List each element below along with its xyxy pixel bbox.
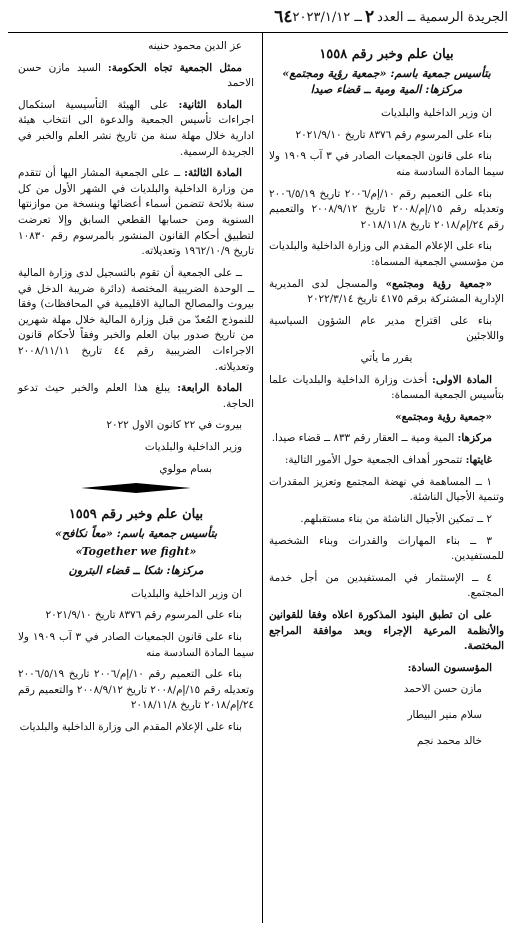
paragraph: بناء على قانون الجمعيات الصادر في ٣ آب ١٩٠٩ ولا سيما المادة السادسة منه (269, 150, 504, 178)
article-3: المادة الثالثة: ــ على الجمعية المشار اليها أن تتقدم من وزارة الداخلية والبلديات في الشهر الأول من كل سنة بلائحة تتضمن أسماء أعضائها وبنسخة من موازنتها السنوية ومن حسابها القطعي السابق وإلا تعرضت لتطبيق أحكام القانون المنشور بالمرسوم رقم ١٠٨٣٠ تاريخ ١٩٦٢/١٠/٩ وتعديلاته. (18, 167, 254, 258)
decides-heading: يقرر ما يأتي (360, 352, 413, 365)
article-3b: ــ على الجمعية أن تقوم بالتسجيل لدى وزارة المالية ــ الوحدة الضريبية المختصة (دائرة ضريبة الدخل في بيروت والمصالح المالية الاقليمية في المحافظات) وفقا للنموذج المُعدّ من قبل وزارة المالية خلال مهلة شهرين من تاريخ صدور بيان العلم والخبر وفقاً لأحكام قانون الاجراءات الضريبية رقم ٤٤ تاريخ ٢٠٠٨/١١/١١ وتعديلاته. (18, 266, 255, 373)
columns (8, 33, 508, 923)
article-label: المادة الاولى: (432, 373, 492, 386)
founder-name: مازن حسن الاحمد (403, 683, 482, 696)
minister-name: بسام مولوي (159, 462, 212, 475)
association-name: «جمعية رؤية ومجتمع» (385, 277, 492, 290)
founder-name: خالد محمد نجم (416, 734, 482, 747)
goals-label: غايتها: (465, 454, 492, 467)
article-1: المادة الاولى: أخذت وزارة الداخلية والبلديات علما بتأسيس الجمعية المسماة: (269, 373, 504, 402)
article-2: المادة الثانية: على الهيئة التأسيسية استكمال اجراءات تأسيس الجمعية والدعوة الى انتخاب هيئة ادارية خلال مهلة سنة من تاريخ نشر العلم والخبر في الجريدة الرسمية. (18, 98, 254, 158)
goal-item: ٢ ــ تمكين الأجيال الناشئة من بناء مستقبلهم. (300, 512, 492, 525)
notice-subtitle: بتأسيس جمعية باسم: «معاً نكافح» (54, 525, 218, 540)
place-date: بيروت في ٢٢ كانون الاول ٢٠٢٢ (106, 419, 242, 432)
article-label: المادة الثانية: (178, 98, 242, 111)
section-divider (18, 483, 254, 493)
founders-list (269, 682, 504, 749)
notice-title: بيان علم وخبر رقم ١٥٥٩ (68, 507, 204, 523)
center-line: مركزها: المية ومية ــ العقار رقم ٨٣٣ ــ قضاء صيدا. (271, 432, 492, 445)
english-name: «Together we fight» (75, 544, 197, 558)
condition: على ان تطبق البنود المذكورة اعلاه وفقا للقوانين والأنظمة المرعية الإجراء وبعد موافقة المراجع المختصة. (269, 608, 504, 653)
minister-title: وزير الداخلية والبلديات (144, 441, 242, 454)
page-header (8, 4, 508, 33)
notice-center: مركزها: شكا ــ قضاء البترون (68, 563, 204, 578)
article-4: المادة الرابعة: يبلغ هذا العلم والخبر حيث تدعو الحاجة. (18, 382, 254, 410)
founder-name: عز الدين محمود حنينه (148, 40, 242, 52)
goal-item: ١ ــ المساهمة في نهضة المجتمع وتعزيز المقدرات وتنمية الأجيال الناشئة. (269, 475, 504, 504)
paragraph: بناء على قانون الجمعيات الصادر في ٣ آب ١٩٠٩ ولا سيما المادة السادسة منه (18, 631, 254, 659)
notice-title: بيان علم وخبر رقم ١٥٥٨ (319, 47, 454, 62)
article-label: المادة الثالثة: (184, 167, 242, 180)
representative-label: ممثل الجمعية تجاه الحكومة: (107, 61, 242, 74)
paragraph: بناء على المرسوم رقم ٨٣٧٦ تاريخ ٢٠٢١/٩/١٠ (45, 609, 242, 622)
paragraph: بناء على المرسوم رقم ٨٣٧٦ تاريخ ٢٠٢١/٩/١٠ (295, 128, 492, 141)
notice-center: مركزها: المية ومية ــ قضاء صيدا (310, 82, 463, 97)
paragraph: بناء على التعميم رقم ١٠/إم/٢٠٠٦ تاريخ ٢٠٠٦/٥/١٩ وتعديله رقم ١٥/إم/٢٠٠٨ تاريخ ٢٠٠٨/٩/١٢ والتعميم رقم ٢٤/إم/٢٠١٨ تاريخ ٢٠١٨/١١/٨ (269, 187, 504, 231)
article-label: المادة الرابعة: (177, 382, 242, 395)
paragraph: ان وزير الداخلية والبلديات (381, 107, 492, 120)
association-name: «جمعية رؤية ومجتمع» (395, 410, 492, 423)
representative: ممثل الجمعية تجاه الحكومة: السيد مازن حسن الاحمد (18, 61, 254, 90)
founders-label: المؤسسون السادة: (407, 661, 492, 674)
goal-item: ٤ ــ الإستثمار في المستفيدين من أجل خدمة المجتمع. (269, 571, 504, 600)
paragraph (269, 277, 504, 308)
notice-subtitle: بتأسيس جمعية باسم: «جمعية رؤية ومجتمع» (282, 65, 491, 80)
goals-line: غايتها: تتمحور أهداف الجمعية حول الأمور التالية: (284, 454, 492, 467)
paragraph: ان وزير الداخلية والبلديات (131, 587, 242, 600)
divider-ornament-icon (81, 483, 191, 493)
paragraph: بناء على الإعلام المقدم الى وزارة الداخلية والبلديات (19, 721, 242, 734)
founder-name: سلام منير البيطار (407, 708, 482, 721)
paragraph: بناء على الإعلام المقدم الى وزارة الداخلية والبلديات من مؤسسي الجمعية المسماة: (269, 240, 504, 268)
page-number: ٦٤ (274, 7, 293, 28)
issue-date: ــ ٢٠٢٣/١/١٢ (292, 10, 362, 26)
paragraph: بناء على التعميم رقم ١٠/إم/٢٠٠٦ تاريخ ٢٠٠٦/٥/١٩ وتعديله رقم ١٥/إم/٢٠٠٨ تاريخ ٢٠٠٨/٩/١٢ والتعميم رقم ٢٤/إم/٢٠١٨ تاريخ ٢٠١٨/١١/٨ (18, 668, 254, 712)
gazette-title: الجريدة الرسمية ــ العدد (377, 10, 508, 26)
paragraph: بناء على اقتراح مدير عام الشؤون السياسية واللاجئين (269, 314, 504, 343)
goal-item: ٣ ــ بناء المهارات والقدرات وبناء الشخصية للمستفيدين. (269, 534, 504, 563)
left-column (14, 33, 260, 923)
center-label: مركزها: (457, 432, 492, 445)
right-column (262, 33, 508, 923)
issue-number: ٢ (364, 7, 375, 28)
registration: والمسجل لدى المديرية الإدارية المشتركة برقم ٤١٧٥ تاريخ ٢٠٢٢/٣/١٤ (269, 277, 504, 306)
